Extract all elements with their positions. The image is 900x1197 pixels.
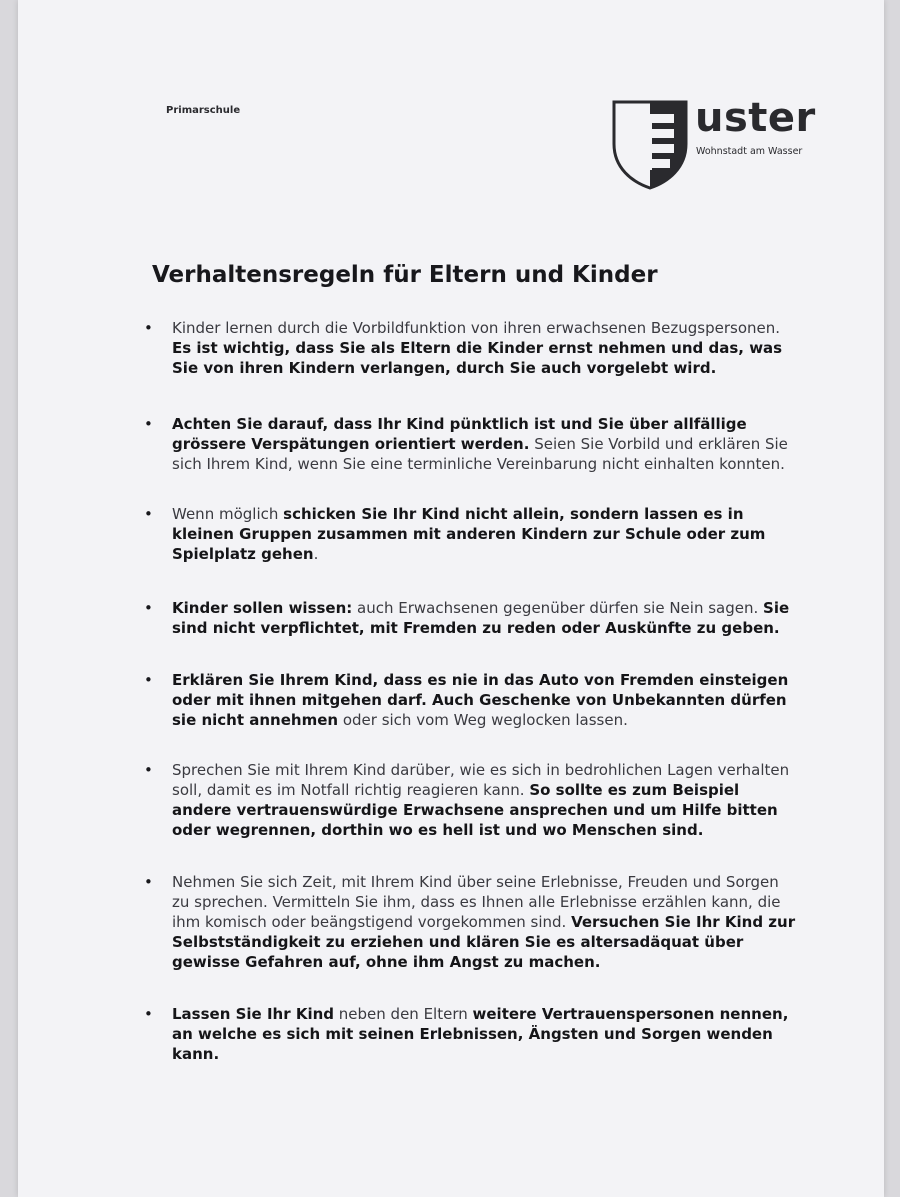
uster-logo [610, 96, 840, 196]
rule-text-bold: So sollte es zum Beispiel andere vertrauenswürdige Erwachsene ansprechen und um Hilfe bitten oder wegrennen, dorthin wo es hell ist und wo Menschen sind. [172, 781, 778, 839]
rule-item [136, 872, 796, 972]
document-page [18, 0, 884, 1197]
page-title: Verhaltensregeln für Eltern und Kinder [152, 262, 658, 288]
logo-tagline: Wohnstadt am Wasser [696, 146, 803, 157]
rule-item [136, 1004, 796, 1064]
bullet-icon: • [144, 761, 153, 779]
coat-of-arms-icon [610, 96, 690, 192]
rule-text-bold: weitere Vertrauenspersonen nennen, an welche es sich mit seinen Erlebnissen, Ängsten und Sorgen wenden kann. [172, 1005, 789, 1063]
rules-list [136, 318, 796, 1064]
rule-text: Seien Sie Vorbild und erklären Sie sich Ihrem Kind, wenn Sie eine terminliche Vereinbarung nicht einhalten konnten. [172, 435, 788, 473]
rule-text-bold: schicken Sie Ihr Kind nicht allein, sondern lassen es in kleinen Gruppen zusammen mit anderen Kindern zur Schule oder zum Spielplatz gehen [172, 505, 766, 563]
rule-text-bold: Sie sind nicht verpflichtet, mit Fremden zu reden oder Auskünfte zu geben. [172, 599, 790, 637]
bullet-icon: • [144, 319, 153, 337]
rule-item [136, 760, 796, 840]
rule-text-bold: Es ist wichtig, dass Sie als Eltern die Kinder ernst nehmen und das, was Sie von ihren Kindern verlangen, durch Sie auch vorgelebt wird. [172, 339, 783, 377]
rule-text: Sprechen Sie mit Ihrem Kind darüber, wie es sich in bedrohlichen Lagen verhalten soll, damit es im Notfall richtig reagieren kann. [172, 761, 790, 799]
rule-text-bold: Kinder sollen wissen: [172, 599, 353, 617]
rule-text: oder sich vom Weg weglocken lassen. [338, 711, 628, 729]
bullet-icon: • [144, 415, 153, 433]
rule-item [136, 318, 796, 378]
bullet-icon: • [144, 505, 153, 523]
rule-text: neben den Eltern [334, 1005, 473, 1023]
rule-item [136, 598, 796, 638]
rule-text-bold: Erklären Sie Ihrem Kind, dass es nie in das Auto von Fremden einsteigen oder mit ihnen mitgehen darf. Auch Geschenke von Unbekannten dürfen sie nicht annehmen [172, 671, 789, 729]
bullet-icon: • [144, 671, 153, 689]
rule-text: auch Erwachsenen gegenüber dürfen sie Nein sagen. [352, 599, 764, 617]
rule-text: . [313, 545, 319, 563]
rule-text-bold: Versuchen Sie Ihr Kind zur Selbstständigkeit zu erziehen und klären Sie es altersadäquat über gewisse Gefahren auf, ohne ihm Angst zu machen. [172, 913, 796, 971]
rule-text-bold: Lassen Sie Ihr Kind [172, 1005, 335, 1023]
rule-text-bold: Achten Sie darauf, dass Ihr Kind pünktlich ist und Sie über allfällige grössere Verspätungen orientiert werden. [172, 415, 747, 453]
rule-item [136, 670, 796, 730]
bullet-icon: • [144, 873, 153, 891]
bullet-icon: • [144, 599, 153, 617]
rule-text: Wenn möglich [172, 505, 284, 523]
logo-wordmark: uster [695, 95, 816, 141]
rule-item [136, 414, 796, 474]
school-label: Primarschule [166, 105, 241, 116]
rule-text: Kinder lernen durch die Vorbildfunktion von ihren erwachsenen Bezugspersonen. [172, 319, 781, 337]
rule-text: Nehmen Sie sich Zeit, mit Ihrem Kind über seine Erlebnisse, Freuden und Sorgen zu sprechen. Vermitteln Sie ihm, dass es Ihnen alle Erlebnisse erzählen kann, die ihm komisch oder beängstigend vorgekommen sind. [172, 873, 781, 931]
rule-item [136, 504, 796, 564]
bullet-icon: • [144, 1005, 153, 1023]
